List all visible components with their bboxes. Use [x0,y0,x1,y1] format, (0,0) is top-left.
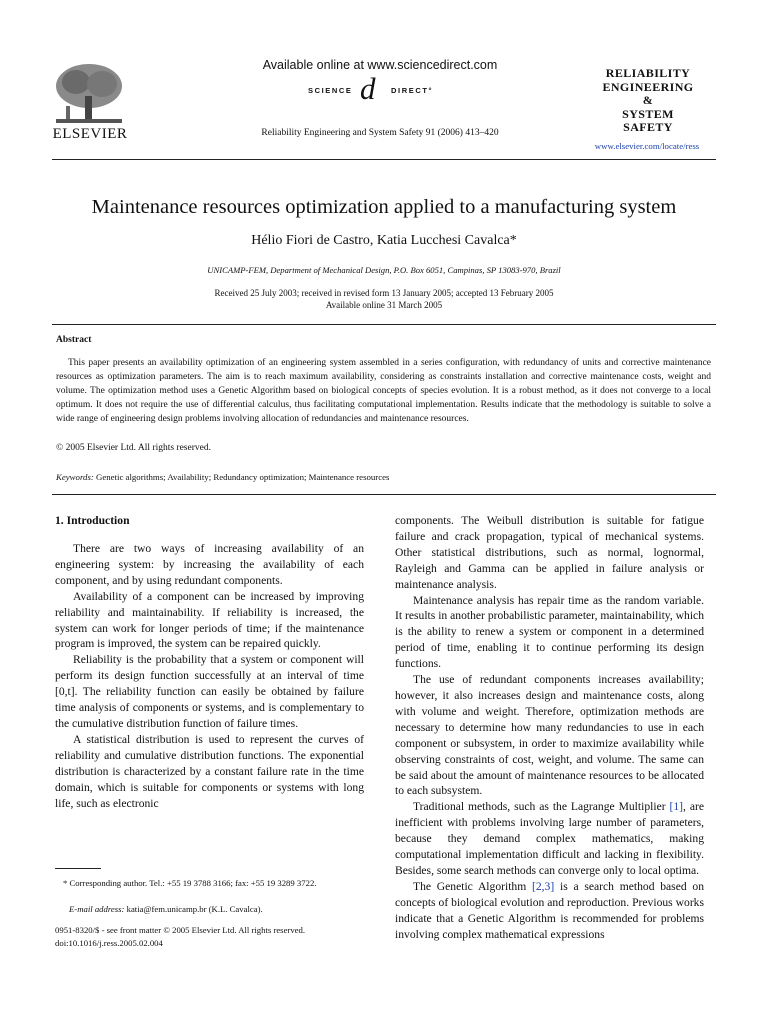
paragraph-text: is a search method based on concepts of biological evolution and reproduction. Previous works indicate that a Genetic Algorithm is recommended for problems involving complex mathematical expressions [395,879,704,941]
available-online-text: Available online at www.sciencedirect.com [262,58,498,72]
paragraph: There are two ways of increasing availability of an engineering system: by increasing the availability of each component, and by using redundant components. [55,542,364,587]
publisher-name: ELSEVIER [52,126,128,142]
received-dates: Received 25 July 2003; received in revised form 13 January 2005; accepted 13 February 2005 [214,288,554,298]
right-column [395,513,704,942]
sciencedirect-logo-mark: d [360,71,376,106]
sciencedirect-logo-right: DIRECT° [391,86,434,95]
paragraph-text: Traditional methods, such as the Lagrange Multiplier [413,800,670,814]
citation-link[interactable]: [2,3] [532,879,555,893]
paragraph: components. The Weibull distribution is suitable for fatigue failure and crack propagation, typical of mechanical systems. Other statistical distributions, such as normal, lognormal, Rayleigh and Gamma can be applied in failure analysis or maintenance analysis. [395,514,704,591]
email-note [55,903,364,915]
journal-title-logo: RELIABILITY ENGINEERING & SYSTEM SAFETY [602,66,694,134]
section-heading: 1. Introduction [55,514,130,527]
left-column [55,541,364,811]
header-rule [52,159,716,160]
article-authors: Hélio Fiori de Castro, Katia Lucchesi Cavalca* [251,233,517,248]
keywords-list: Genetic algorithms; Availability; Redundancy optimization; Maintenance resources [93,472,390,482]
paragraph [395,879,704,943]
article-dates [30,287,738,311]
paragraph: A statistical distribution is used to represent the curves of reliability and cumulative distribution functions. The exponential distribution is characterized by a constant failure rate in the time domain, which is suitable for components or systems with long life, such as electronic [55,732,364,810]
paragraph-text: The Genetic Algorithm [413,879,532,893]
email-address: katia@fem.unicamp.br (K.L. Cavalca). [124,904,263,914]
footnote-rule [55,868,101,869]
available-date: Available online 31 March 2005 [325,300,443,310]
sciencedirect-logo [270,71,490,106]
paragraph: Maintenance analysis has repair time as the random variable. It results in another probabilistic parameter, maintainability, which is the ability to renew a system or component in a determined period of time, enabling it to continue performing its design functions. [395,593,704,671]
front-matter-note: 0951-8320/$ - see front matter © 2005 Elsevier Ltd. All rights reserved. [55,925,306,935]
abstract-heading: Abstract [56,335,92,345]
keywords-line [56,472,389,482]
email-label: E-mail address: [69,904,125,914]
article-affiliation: UNICAMP-FEM, Department of Mechanical Design, P.O. Box 6051, Campinas, SP 13083-970, Brazil [207,265,561,275]
corresponding-author-note: * Corresponding author. Tel.: +55 19 3788 3166; fax: +55 19 3289 3722. [63,878,317,888]
article-title: Maintenance resources optimization applied to a manufacturing system [91,196,677,218]
paragraph-text: , are inefficient with problems involving large number of parameters, because they demand complex mathematics, making computational implementation difficult and lacking in flexibility. Besides, some search methods can converge only to local optima. [395,800,705,877]
journal-citation: Reliability Engineering and System Safety 91 (2006) 413–420 [261,128,499,138]
paragraph: Availability of a component can be increased by improving reliability and maintainability. If reliability is increased, the system can work for longer periods of time; if the maintenance program is improved, the system can be repaired quickly. [55,589,364,651]
paragraph: The use of redundant components increases availability; however, it also increases design and maintenance costs, along with volume and weight. Therefore, optimization methods are necessary to determine how many redundancies to use in each component or subsystem, in order to maximize availability while observing constraints of cost, weight, and volume. The same can be said about the amount of maintenance resources to be allocated to each subsystem. [395,673,704,798]
citation-link[interactable]: [1] [669,800,684,814]
journal-url-link[interactable]: www.elsevier.com/locate/ress [594,141,700,151]
abstract-top-rule [52,324,716,325]
keywords-label: Keywords: [56,472,94,482]
abstract-bottom-rule [52,494,716,495]
abstract-text: This paper presents an availability optimization of an engineering system assembled in a series configuration, with redundancy of units and corrective maintenance resources as optimization parameters. The aim is to reach maximum availability, considering as constraints installation and corrective maintenance costs, weight and volume. The optimization method uses a Genetic Algorithm based on biological concepts of species evolution. It is a robust method, as it does not converge to a local optimum. It does not require the use of differential calculus, thus facilitating computational implementation. Results indicate that the methodology is suitable to solve a wide range of engineering design problems involving allocation of redundancies and maintenance resources. [56,358,711,425]
paragraph: Reliability is the probability that a system or component will perform its design function successfully at an interval of time [0,t]. The reliability function can easily be obtained by failure time analysis of components or systems, and is complementary to the cumulative distribution function of failure times. [55,653,364,730]
sciencedirect-logo-left: SCIENCE [308,86,353,95]
doi-note: doi:10.1016/j.ress.2005.02.004 [55,938,163,948]
paragraph [395,799,704,879]
abstract-copyright: © 2005 Elsevier Ltd. All rights reserved. [56,443,211,453]
